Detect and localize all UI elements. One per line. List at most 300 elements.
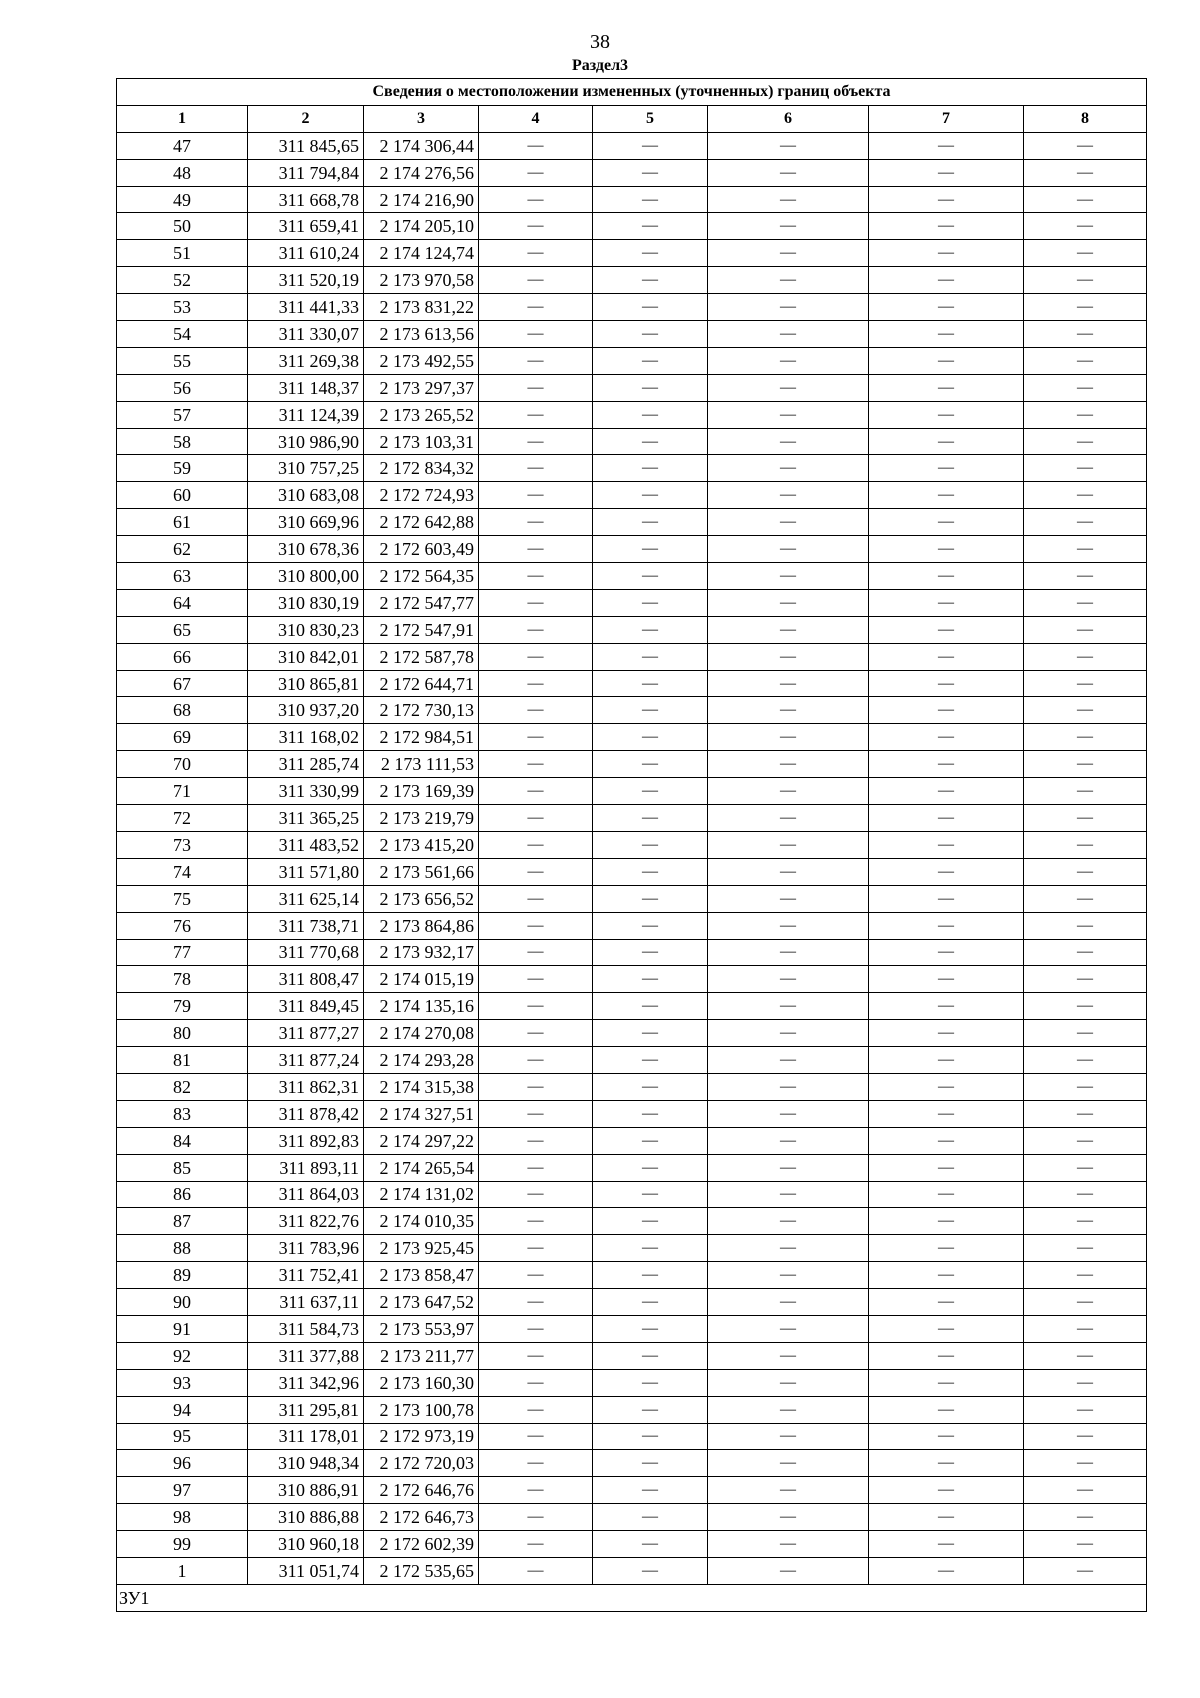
point-number-cell: 83: [117, 1100, 248, 1127]
point-number-cell: 92: [117, 1342, 248, 1369]
table-row: [117, 993, 1147, 1020]
empty-value-dash: —: [869, 294, 1024, 321]
empty-value-dash: —: [1024, 159, 1147, 186]
empty-value-dash: —: [1024, 751, 1147, 778]
empty-value-dash: —: [479, 132, 593, 159]
empty-value-dash: —: [479, 1557, 593, 1584]
table-body: [117, 132, 1147, 1584]
empty-value-dash: —: [708, 213, 869, 240]
empty-value-dash: —: [479, 1289, 593, 1316]
table-row: [117, 966, 1147, 993]
coordinate-x-cell: 311 878,42: [248, 1100, 364, 1127]
empty-value-dash: —: [593, 724, 708, 751]
empty-value-dash: —: [479, 1208, 593, 1235]
coordinate-x-cell: 310 986,90: [248, 428, 364, 455]
table-row: [117, 213, 1147, 240]
point-number-cell: 57: [117, 401, 248, 428]
empty-value-dash: —: [479, 939, 593, 966]
empty-value-dash: —: [593, 1450, 708, 1477]
table-row: [117, 1531, 1147, 1558]
column-header-6: 6: [708, 105, 869, 132]
point-number-cell: 61: [117, 509, 248, 536]
empty-value-dash: —: [1024, 1477, 1147, 1504]
table-row: [117, 670, 1147, 697]
point-number-cell: 72: [117, 805, 248, 832]
table-row: [117, 132, 1147, 159]
empty-value-dash: —: [708, 589, 869, 616]
point-number-cell: 52: [117, 267, 248, 294]
empty-value-dash: —: [708, 1047, 869, 1074]
empty-value-dash: —: [708, 805, 869, 832]
coordinate-x-cell: 310 960,18: [248, 1531, 364, 1558]
coordinate-x-cell: 311 752,41: [248, 1262, 364, 1289]
coordinate-x-cell: 310 669,96: [248, 509, 364, 536]
empty-value-dash: —: [708, 428, 869, 455]
empty-value-dash: —: [1024, 1208, 1147, 1235]
coordinate-y-cell: 2 174 270,08: [364, 1020, 479, 1047]
empty-value-dash: —: [593, 186, 708, 213]
empty-value-dash: —: [708, 831, 869, 858]
empty-value-dash: —: [479, 1450, 593, 1477]
empty-value-dash: —: [708, 1557, 869, 1584]
empty-value-dash: —: [708, 374, 869, 401]
coordinate-x-cell: 311 269,38: [248, 347, 364, 374]
empty-value-dash: —: [479, 1315, 593, 1342]
point-number-cell: 86: [117, 1181, 248, 1208]
coordinate-x-cell: 311 877,24: [248, 1047, 364, 1074]
empty-value-dash: —: [1024, 1342, 1147, 1369]
empty-value-dash: —: [479, 697, 593, 724]
empty-value-dash: —: [593, 563, 708, 590]
empty-value-dash: —: [1024, 831, 1147, 858]
empty-value-dash: —: [1024, 563, 1147, 590]
empty-value-dash: —: [708, 482, 869, 509]
coordinate-y-cell: 2 173 613,56: [364, 321, 479, 348]
empty-value-dash: —: [593, 1235, 708, 1262]
coordinate-y-cell: 2 172 535,65: [364, 1557, 479, 1584]
point-number-cell: 81: [117, 1047, 248, 1074]
empty-value-dash: —: [869, 1369, 1024, 1396]
coordinate-x-cell: 311 659,41: [248, 213, 364, 240]
table-row: [117, 1504, 1147, 1531]
point-number-cell: 77: [117, 939, 248, 966]
empty-value-dash: —: [869, 616, 1024, 643]
empty-value-dash: —: [479, 966, 593, 993]
empty-value-dash: —: [708, 1315, 869, 1342]
empty-value-dash: —: [1024, 1369, 1147, 1396]
empty-value-dash: —: [708, 1531, 869, 1558]
empty-value-dash: —: [1024, 724, 1147, 751]
column-header-row: [117, 105, 1147, 132]
coordinate-y-cell: 2 173 111,53: [364, 751, 479, 778]
empty-value-dash: —: [869, 1557, 1024, 1584]
point-number-cell: 79: [117, 993, 248, 1020]
coordinate-y-cell: 2 173 211,77: [364, 1342, 479, 1369]
empty-value-dash: —: [593, 858, 708, 885]
coordinate-x-cell: 310 886,88: [248, 1504, 364, 1531]
empty-value-dash: —: [479, 1504, 593, 1531]
empty-value-dash: —: [1024, 186, 1147, 213]
empty-value-dash: —: [479, 1181, 593, 1208]
empty-value-dash: —: [708, 912, 869, 939]
empty-value-dash: —: [479, 993, 593, 1020]
empty-value-dash: —: [869, 1047, 1024, 1074]
empty-value-dash: —: [479, 536, 593, 563]
coordinate-y-cell: 2 173 103,31: [364, 428, 479, 455]
empty-value-dash: —: [479, 1047, 593, 1074]
point-number-cell: 88: [117, 1235, 248, 1262]
coordinate-y-cell: 2 174 135,16: [364, 993, 479, 1020]
empty-value-dash: —: [593, 536, 708, 563]
table-row: [117, 751, 1147, 778]
empty-value-dash: —: [593, 1342, 708, 1369]
empty-value-dash: —: [1024, 428, 1147, 455]
table-row: [117, 509, 1147, 536]
empty-value-dash: —: [708, 536, 869, 563]
empty-value-dash: —: [1024, 912, 1147, 939]
column-header-8: 8: [1024, 105, 1147, 132]
point-number-cell: 94: [117, 1396, 248, 1423]
point-number-cell: 98: [117, 1504, 248, 1531]
column-header-4: 4: [479, 105, 593, 132]
empty-value-dash: —: [1024, 1450, 1147, 1477]
empty-value-dash: —: [1024, 1073, 1147, 1100]
empty-value-dash: —: [708, 724, 869, 751]
point-number-cell: 67: [117, 670, 248, 697]
table-row: [117, 1208, 1147, 1235]
empty-value-dash: —: [593, 1073, 708, 1100]
empty-value-dash: —: [869, 1342, 1024, 1369]
empty-value-dash: —: [869, 778, 1024, 805]
coordinate-x-cell: 311 770,68: [248, 939, 364, 966]
table-row: [117, 1477, 1147, 1504]
table-row: [117, 1181, 1147, 1208]
empty-value-dash: —: [1024, 401, 1147, 428]
empty-value-dash: —: [708, 751, 869, 778]
empty-value-dash: —: [1024, 993, 1147, 1020]
empty-value-dash: —: [593, 482, 708, 509]
coordinate-x-cell: 311 892,83: [248, 1127, 364, 1154]
coordinate-y-cell: 2 173 858,47: [364, 1262, 479, 1289]
empty-value-dash: —: [593, 213, 708, 240]
empty-value-dash: —: [708, 993, 869, 1020]
empty-value-dash: —: [1024, 1531, 1147, 1558]
point-number-cell: 54: [117, 321, 248, 348]
coordinate-x-cell: 311 738,71: [248, 912, 364, 939]
coordinate-x-cell: 311 148,37: [248, 374, 364, 401]
empty-value-dash: —: [479, 616, 593, 643]
empty-value-dash: —: [869, 186, 1024, 213]
empty-value-dash: —: [479, 858, 593, 885]
empty-value-dash: —: [593, 1127, 708, 1154]
empty-value-dash: —: [593, 240, 708, 267]
empty-value-dash: —: [593, 778, 708, 805]
empty-value-dash: —: [869, 347, 1024, 374]
empty-value-dash: —: [869, 509, 1024, 536]
coordinate-y-cell: 2 172 973,19: [364, 1423, 479, 1450]
coordinate-x-cell: 311 342,96: [248, 1369, 364, 1396]
table-row: [117, 589, 1147, 616]
coordinate-y-cell: 2 174 315,38: [364, 1073, 479, 1100]
empty-value-dash: —: [708, 1235, 869, 1262]
point-number-cell: 59: [117, 455, 248, 482]
empty-value-dash: —: [479, 186, 593, 213]
point-number-cell: 91: [117, 1315, 248, 1342]
table-row: [117, 347, 1147, 374]
empty-value-dash: —: [708, 1289, 869, 1316]
empty-value-dash: —: [869, 455, 1024, 482]
table-row: [117, 643, 1147, 670]
table-row: [117, 159, 1147, 186]
table-row: [117, 1127, 1147, 1154]
empty-value-dash: —: [708, 1154, 869, 1181]
coordinate-y-cell: 2 173 492,55: [364, 347, 479, 374]
empty-value-dash: —: [708, 778, 869, 805]
empty-value-dash: —: [1024, 1262, 1147, 1289]
empty-value-dash: —: [1024, 536, 1147, 563]
empty-value-dash: —: [708, 858, 869, 885]
coordinate-x-cell: 311 178,01: [248, 1423, 364, 1450]
table-row: [117, 1369, 1147, 1396]
point-number-cell: 95: [117, 1423, 248, 1450]
empty-value-dash: —: [869, 939, 1024, 966]
table-row: [117, 778, 1147, 805]
empty-value-dash: —: [1024, 1557, 1147, 1584]
coordinate-x-cell: 311 365,25: [248, 805, 364, 832]
point-number-cell: 55: [117, 347, 248, 374]
coordinate-y-cell: 2 172 547,91: [364, 616, 479, 643]
empty-value-dash: —: [593, 509, 708, 536]
empty-value-dash: —: [1024, 240, 1147, 267]
empty-value-dash: —: [479, 347, 593, 374]
boundary-coordinates-table: [116, 78, 1147, 1612]
empty-value-dash: —: [708, 267, 869, 294]
empty-value-dash: —: [1024, 1181, 1147, 1208]
empty-value-dash: —: [593, 1181, 708, 1208]
empty-value-dash: —: [708, 563, 869, 590]
point-number-cell: 84: [117, 1127, 248, 1154]
coordinate-y-cell: 2 173 656,52: [364, 885, 479, 912]
empty-value-dash: —: [479, 1235, 593, 1262]
point-number-cell: 60: [117, 482, 248, 509]
point-number-cell: 76: [117, 912, 248, 939]
coordinate-y-cell: 2 173 219,79: [364, 805, 479, 832]
empty-value-dash: —: [593, 643, 708, 670]
column-header-3: 3: [364, 105, 479, 132]
empty-value-dash: —: [869, 563, 1024, 590]
coordinate-y-cell: 2 172 730,13: [364, 697, 479, 724]
empty-value-dash: —: [1024, 1504, 1147, 1531]
coordinate-x-cell: 310 830,19: [248, 589, 364, 616]
point-number-cell: 97: [117, 1477, 248, 1504]
table-row: [117, 1073, 1147, 1100]
empty-value-dash: —: [869, 1504, 1024, 1531]
coordinate-y-cell: 2 172 646,73: [364, 1504, 479, 1531]
empty-value-dash: —: [479, 563, 593, 590]
empty-value-dash: —: [593, 1477, 708, 1504]
coordinate-x-cell: 310 842,01: [248, 643, 364, 670]
empty-value-dash: —: [593, 1315, 708, 1342]
empty-value-dash: —: [869, 1208, 1024, 1235]
empty-value-dash: —: [708, 1450, 869, 1477]
empty-value-dash: —: [593, 993, 708, 1020]
table-row: [117, 428, 1147, 455]
empty-value-dash: —: [479, 670, 593, 697]
empty-value-dash: —: [708, 1181, 869, 1208]
table-row: [117, 858, 1147, 885]
empty-value-dash: —: [869, 1531, 1024, 1558]
point-number-cell: 71: [117, 778, 248, 805]
empty-value-dash: —: [1024, 267, 1147, 294]
table-row: [117, 1100, 1147, 1127]
point-number-cell: 48: [117, 159, 248, 186]
empty-value-dash: —: [593, 1531, 708, 1558]
point-number-cell: 62: [117, 536, 248, 563]
coordinate-x-cell: 311 845,65: [248, 132, 364, 159]
empty-value-dash: —: [1024, 1289, 1147, 1316]
table-row: [117, 885, 1147, 912]
coordinate-x-cell: 311 808,47: [248, 966, 364, 993]
coordinate-x-cell: 311 864,03: [248, 1181, 364, 1208]
point-number-cell: 58: [117, 428, 248, 455]
coordinate-y-cell: 2 172 984,51: [364, 724, 479, 751]
coordinate-x-cell: 311 285,74: [248, 751, 364, 778]
empty-value-dash: —: [869, 321, 1024, 348]
empty-value-dash: —: [593, 455, 708, 482]
table-row: [117, 267, 1147, 294]
point-number-cell: 93: [117, 1369, 248, 1396]
empty-value-dash: —: [1024, 885, 1147, 912]
coordinate-x-cell: 310 678,36: [248, 536, 364, 563]
point-number-cell: 50: [117, 213, 248, 240]
empty-value-dash: —: [708, 347, 869, 374]
empty-value-dash: —: [708, 1369, 869, 1396]
table-row: [117, 321, 1147, 348]
coordinate-x-cell: 311 124,39: [248, 401, 364, 428]
empty-value-dash: —: [869, 643, 1024, 670]
coordinate-x-cell: 311 877,27: [248, 1020, 364, 1047]
coordinate-y-cell: 2 174 306,44: [364, 132, 479, 159]
coordinate-x-cell: 311 377,88: [248, 1342, 364, 1369]
coordinate-x-cell: 311 794,84: [248, 159, 364, 186]
empty-value-dash: —: [1024, 778, 1147, 805]
coordinate-x-cell: 311 668,78: [248, 186, 364, 213]
empty-value-dash: —: [479, 428, 593, 455]
coordinate-y-cell: 2 174 124,74: [364, 240, 479, 267]
empty-value-dash: —: [593, 1557, 708, 1584]
empty-value-dash: —: [1024, 374, 1147, 401]
empty-value-dash: —: [869, 482, 1024, 509]
empty-value-dash: —: [479, 294, 593, 321]
table-row: [117, 455, 1147, 482]
table-row: [117, 1557, 1147, 1584]
empty-value-dash: —: [479, 374, 593, 401]
coordinate-y-cell: 2 173 970,58: [364, 267, 479, 294]
coordinate-x-cell: 311 893,11: [248, 1154, 364, 1181]
empty-value-dash: —: [593, 374, 708, 401]
empty-value-dash: —: [479, 1423, 593, 1450]
point-number-cell: 64: [117, 589, 248, 616]
empty-value-dash: —: [479, 509, 593, 536]
table-row: [117, 482, 1147, 509]
empty-value-dash: —: [869, 1073, 1024, 1100]
empty-value-dash: —: [593, 912, 708, 939]
point-number-cell: 99: [117, 1531, 248, 1558]
empty-value-dash: —: [1024, 858, 1147, 885]
empty-value-dash: —: [593, 1154, 708, 1181]
table-row: [117, 939, 1147, 966]
empty-value-dash: —: [869, 831, 1024, 858]
empty-value-dash: —: [1024, 347, 1147, 374]
empty-value-dash: —: [479, 1154, 593, 1181]
empty-value-dash: —: [1024, 213, 1147, 240]
empty-value-dash: —: [479, 321, 593, 348]
empty-value-dash: —: [479, 1531, 593, 1558]
point-number-cell: 74: [117, 858, 248, 885]
empty-value-dash: —: [869, 993, 1024, 1020]
column-header-5: 5: [593, 105, 708, 132]
coordinate-x-cell: 311 783,96: [248, 1235, 364, 1262]
table-caption: Сведения о местоположении измененных (уточненных) границ объекта: [117, 79, 1147, 106]
coordinate-y-cell: 2 173 415,20: [364, 831, 479, 858]
coordinate-x-cell: 310 948,34: [248, 1450, 364, 1477]
empty-value-dash: —: [479, 213, 593, 240]
table-row: [117, 1342, 1147, 1369]
empty-value-dash: —: [869, 1235, 1024, 1262]
empty-value-dash: —: [593, 805, 708, 832]
section-title: Раздел3: [571, 57, 629, 74]
point-number-cell: 82: [117, 1073, 248, 1100]
empty-value-dash: —: [708, 240, 869, 267]
empty-value-dash: —: [708, 939, 869, 966]
empty-value-dash: —: [708, 1342, 869, 1369]
coordinate-y-cell: 2 174 293,28: [364, 1047, 479, 1074]
empty-value-dash: —: [869, 428, 1024, 455]
coordinate-y-cell: 2 173 265,52: [364, 401, 479, 428]
empty-value-dash: —: [1024, 321, 1147, 348]
empty-value-dash: —: [479, 1477, 593, 1504]
empty-value-dash: —: [869, 885, 1024, 912]
table-row: [117, 401, 1147, 428]
coordinate-y-cell: 2 172 603,49: [364, 536, 479, 563]
coordinate-y-cell: 2 174 131,02: [364, 1181, 479, 1208]
empty-value-dash: —: [479, 724, 593, 751]
empty-value-dash: —: [1024, 132, 1147, 159]
coordinate-y-cell: 2 172 564,35: [364, 563, 479, 590]
empty-value-dash: —: [708, 1208, 869, 1235]
empty-value-dash: —: [593, 1020, 708, 1047]
point-number-cell: 51: [117, 240, 248, 267]
empty-value-dash: —: [593, 1504, 708, 1531]
empty-value-dash: —: [593, 132, 708, 159]
empty-value-dash: —: [869, 589, 1024, 616]
empty-value-dash: —: [479, 1020, 593, 1047]
empty-value-dash: —: [479, 912, 593, 939]
point-number-cell: 68: [117, 697, 248, 724]
empty-value-dash: —: [708, 1396, 869, 1423]
coordinate-x-cell: 311 610,24: [248, 240, 364, 267]
coordinate-y-cell: 2 174 327,51: [364, 1100, 479, 1127]
coordinate-y-cell: 2 174 297,22: [364, 1127, 479, 1154]
empty-value-dash: —: [1024, 589, 1147, 616]
empty-value-dash: —: [708, 1073, 869, 1100]
empty-value-dash: —: [869, 1477, 1024, 1504]
coordinate-y-cell: 2 173 925,45: [364, 1235, 479, 1262]
empty-value-dash: —: [708, 670, 869, 697]
table-row: [117, 1262, 1147, 1289]
table-row: [117, 1315, 1147, 1342]
coordinate-x-cell: 311 520,19: [248, 267, 364, 294]
